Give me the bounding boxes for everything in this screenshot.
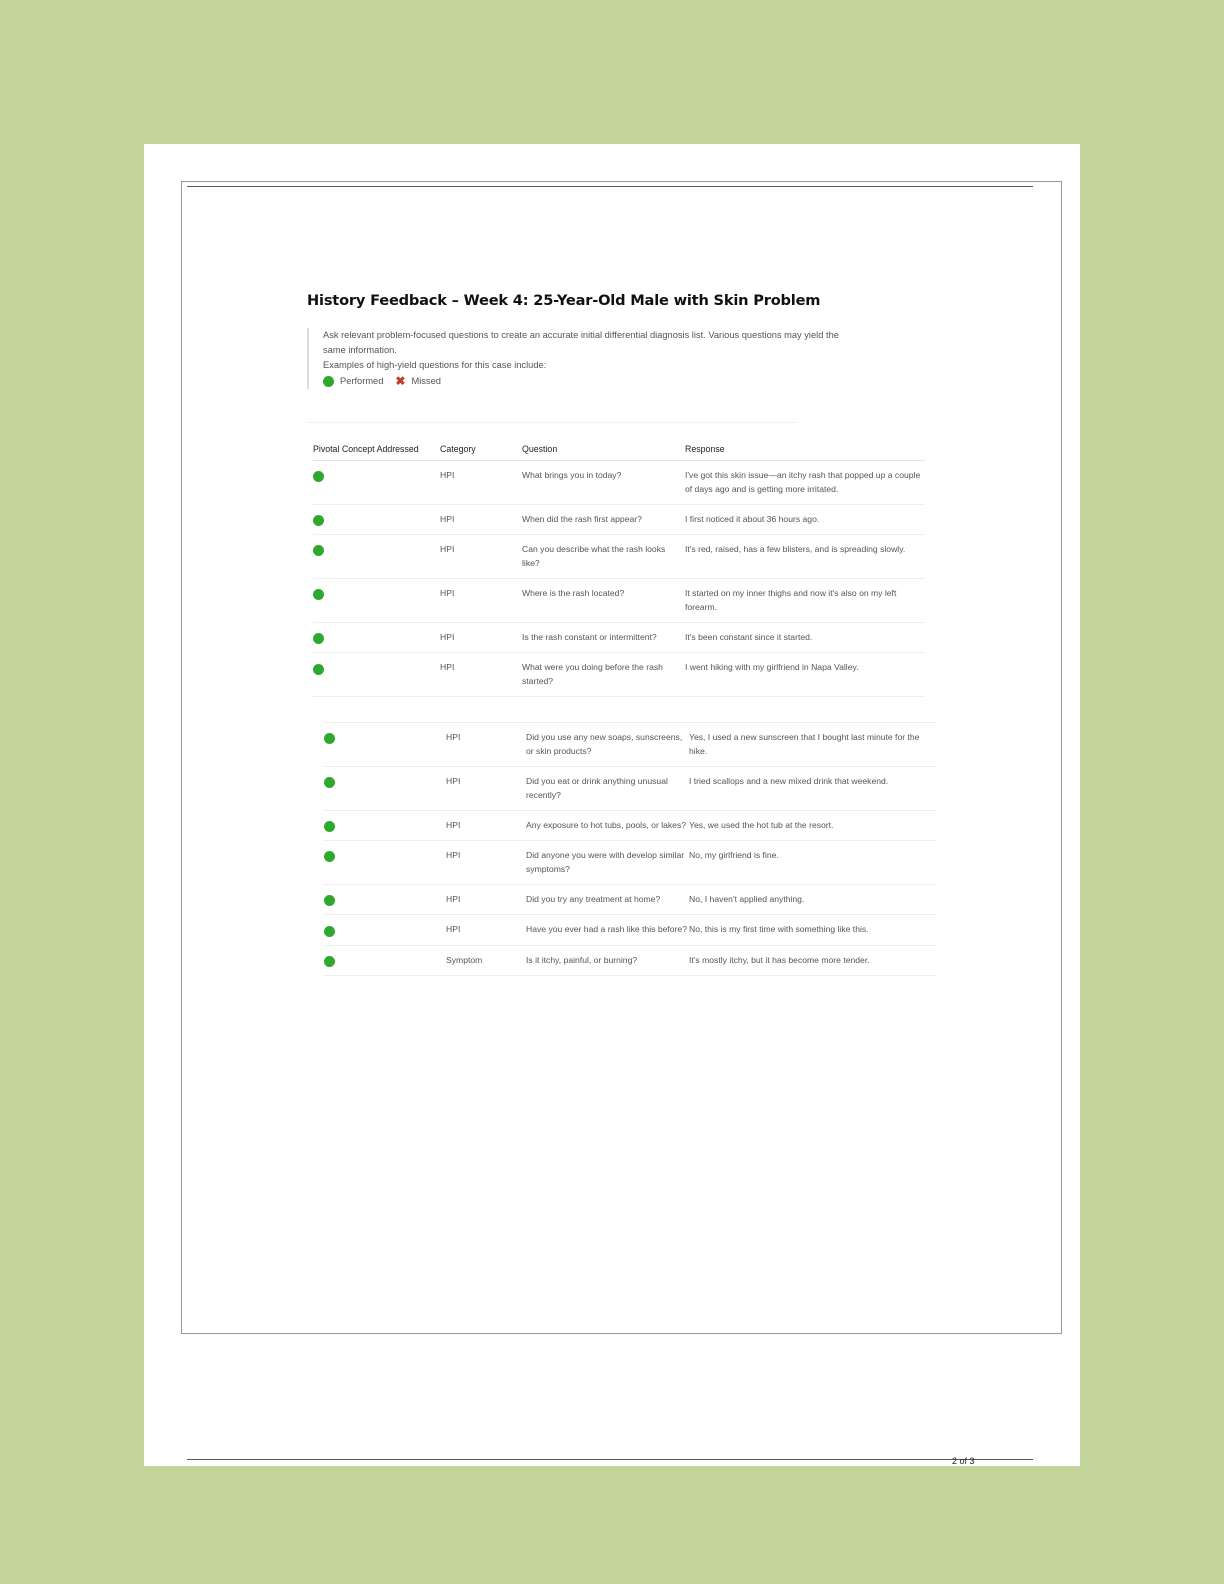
table-header-row: [313, 444, 925, 461]
history-table: [313, 444, 925, 697]
category-cell: HPI: [440, 623, 522, 653]
document-page: [144, 144, 1080, 1466]
category-cell: HPI: [440, 505, 522, 535]
table-row: [324, 885, 936, 915]
table-row: [324, 723, 936, 767]
question-cell: Can you describe what the rash looks like?: [522, 535, 685, 579]
performed-dot-icon: [313, 545, 324, 556]
response-cell: Yes, I used a new sunscreen that I bought last minute for the hike.: [689, 723, 936, 767]
header-response: Response: [685, 444, 925, 461]
performed-dot-icon: [323, 376, 334, 387]
question-cell: Any exposure to hot tubs, pools, or lakes?: [526, 811, 689, 841]
table-row: [324, 767, 936, 811]
page-title: History Feedback – Week 4: 25-Year-Old Male with Skin Problem: [307, 292, 821, 309]
bottom-rule: [187, 1459, 1033, 1460]
performed-dot-icon: [324, 926, 335, 937]
performed-dot-icon: [313, 471, 324, 482]
response-cell: It's mostly itchy, but it has become more tender.: [689, 945, 936, 975]
table-row: [313, 623, 925, 653]
table-row: [324, 811, 936, 841]
question-cell: Did you eat or drink anything unusual recently?: [526, 767, 689, 811]
table-row: [313, 505, 925, 535]
performed-dot-icon: [313, 515, 324, 526]
response-cell: No, this is my first time with something like this.: [689, 915, 936, 945]
question-cell: Where is the rash located?: [522, 579, 685, 623]
category-cell: HPI: [440, 535, 522, 579]
performed-dot-icon: [313, 589, 324, 600]
response-cell: Yes, we used the hot tub at the resort.: [689, 811, 936, 841]
legend-performed-label: Performed: [340, 376, 384, 386]
question-cell: Have you ever had a rash like this before?: [526, 915, 689, 945]
category-cell: HPI: [440, 461, 522, 505]
question-cell: What were you doing before the rash started?: [522, 653, 685, 697]
performed-dot-icon: [324, 821, 335, 832]
performed-dot-icon: [324, 956, 335, 967]
legend: [323, 374, 843, 389]
table-row: [313, 653, 925, 697]
response-cell: No, my girlfriend is fine.: [689, 841, 936, 885]
question-cell: What brings you in today?: [522, 461, 685, 505]
table-row: [324, 945, 936, 975]
performed-dot-icon: [324, 851, 335, 862]
divider: [307, 422, 797, 423]
performed-dot-icon: [324, 777, 335, 788]
question-cell: Did you use any new soaps, sunscreens, or skin products?: [526, 723, 689, 767]
category-cell: HPI: [446, 811, 526, 841]
legend-missed-label: Missed: [411, 376, 441, 386]
header-question: Question: [522, 444, 685, 461]
response-cell: I've got this skin issue—an itchy rash that popped up a couple of days ago and is getting more irritated.: [685, 461, 925, 505]
header-pivotal-concept: Pivotal Concept Addressed: [313, 444, 440, 461]
question-cell: Did anyone you were with develop similar symptoms?: [526, 841, 689, 885]
table-row: [313, 535, 925, 579]
table-row: [313, 461, 925, 505]
response-cell: I tried scallops and a new mixed drink that weekend.: [689, 767, 936, 811]
question-cell: Is it itchy, painful, or burning?: [526, 945, 689, 975]
instructions-text: Ask relevant problem-focused questions to create an accurate initial differential diagnosis list. Various questions may yield the same information.: [323, 330, 839, 355]
performed-dot-icon: [324, 895, 335, 906]
category-cell: HPI: [440, 653, 522, 697]
category-cell: HPI: [446, 767, 526, 811]
question-cell: Did you try any treatment at home?: [526, 885, 689, 915]
instructions-block: [307, 328, 843, 389]
response-cell: I went hiking with my girlfriend in Napa Valley.: [685, 653, 925, 697]
response-cell: It started on my inner thighs and now it's also on my left forearm.: [685, 579, 925, 623]
category-cell: HPI: [440, 579, 522, 623]
category-cell: HPI: [446, 841, 526, 885]
category-cell: Symptom: [446, 945, 526, 975]
missed-x-icon: ✖: [395, 374, 406, 388]
header-category: Category: [440, 444, 522, 461]
question-cell: Is the rash constant or intermittent?: [522, 623, 685, 653]
response-cell: It's red, raised, has a few blisters, and is spreading slowly.: [685, 535, 925, 579]
performed-dot-icon: [324, 733, 335, 744]
table-row: [324, 915, 936, 945]
table-row: [313, 579, 925, 623]
category-cell: HPI: [446, 915, 526, 945]
page-number: 2 of 3: [952, 1456, 975, 1466]
category-cell: HPI: [446, 723, 526, 767]
table-row: [324, 841, 936, 885]
response-cell: I first noticed it about 36 hours ago.: [685, 505, 925, 535]
history-table-continued: [324, 722, 936, 976]
performed-dot-icon: [313, 664, 324, 675]
examples-text: Examples of high-yield questions for this case include:: [323, 360, 547, 370]
response-cell: It's been constant since it started.: [685, 623, 925, 653]
category-cell: HPI: [446, 885, 526, 915]
performed-dot-icon: [313, 633, 324, 644]
question-cell: When did the rash first appear?: [522, 505, 685, 535]
response-cell: No, I haven't applied anything.: [689, 885, 936, 915]
